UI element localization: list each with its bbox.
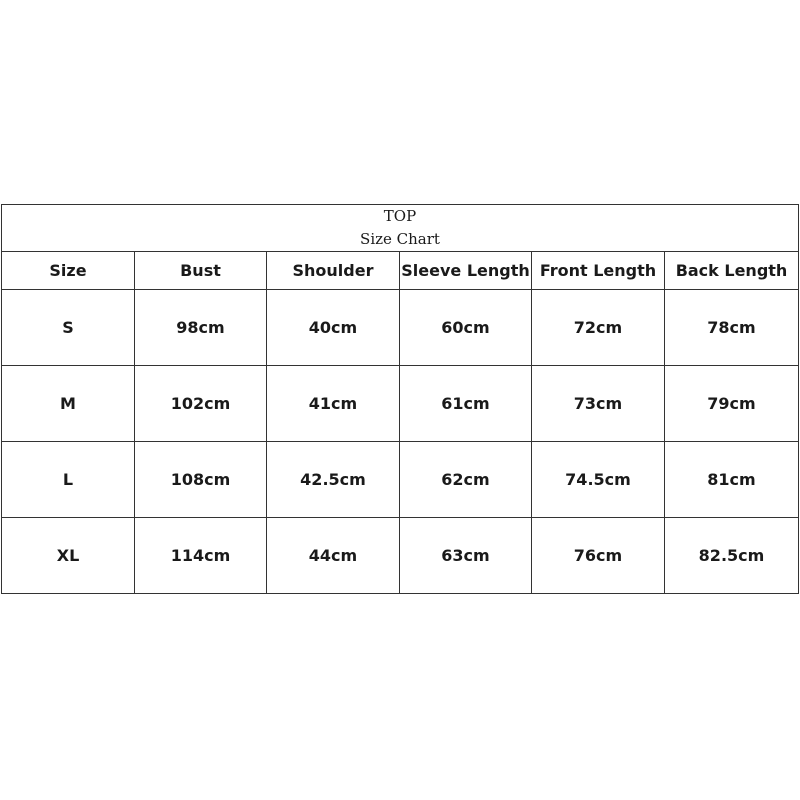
- sleeve-length-cell: 62cm: [400, 442, 532, 518]
- back-length-cell: 79cm: [665, 366, 799, 442]
- front-length-cell: 76cm: [532, 518, 665, 594]
- sleeve-length-cell: 63cm: [400, 518, 532, 594]
- table-row-s: [2, 290, 799, 366]
- bust-cell: 108cm: [135, 442, 267, 518]
- front-length-cell: 72cm: [532, 290, 665, 366]
- title-row: [2, 205, 799, 252]
- shoulder-cell: 44cm: [267, 518, 400, 594]
- column-header-sleeve-length: Sleeve Length: [400, 252, 532, 290]
- size-table: [1, 204, 799, 594]
- table-subtitle: Size Chart: [360, 230, 440, 248]
- sleeve-length-cell: 60cm: [400, 290, 532, 366]
- table-row-l: [2, 442, 799, 518]
- sleeve-length-cell: 61cm: [400, 366, 532, 442]
- size-cell: XL: [2, 518, 135, 594]
- column-header-back-length: Back Length: [665, 252, 799, 290]
- size-chart: [1, 204, 798, 594]
- back-length-cell: 82.5cm: [665, 518, 799, 594]
- table-row-m: [2, 366, 799, 442]
- header-row: [2, 252, 799, 290]
- column-header-front-length: Front Length: [532, 252, 665, 290]
- front-length-cell: 74.5cm: [532, 442, 665, 518]
- size-cell: L: [2, 442, 135, 518]
- shoulder-cell: 40cm: [267, 290, 400, 366]
- column-header-size: Size: [2, 252, 135, 290]
- bust-cell: 102cm: [135, 366, 267, 442]
- front-length-cell: 73cm: [532, 366, 665, 442]
- table-title: TOP: [383, 207, 417, 225]
- table-row-xl: [2, 518, 799, 594]
- back-length-cell: 81cm: [665, 442, 799, 518]
- title-cell: [2, 205, 799, 252]
- bust-cell: 114cm: [135, 518, 267, 594]
- column-header-bust: Bust: [135, 252, 267, 290]
- shoulder-cell: 42.5cm: [267, 442, 400, 518]
- column-header-shoulder: Shoulder: [267, 252, 400, 290]
- size-cell: S: [2, 290, 135, 366]
- back-length-cell: 78cm: [665, 290, 799, 366]
- shoulder-cell: 41cm: [267, 366, 400, 442]
- bust-cell: 98cm: [135, 290, 267, 366]
- size-cell: M: [2, 366, 135, 442]
